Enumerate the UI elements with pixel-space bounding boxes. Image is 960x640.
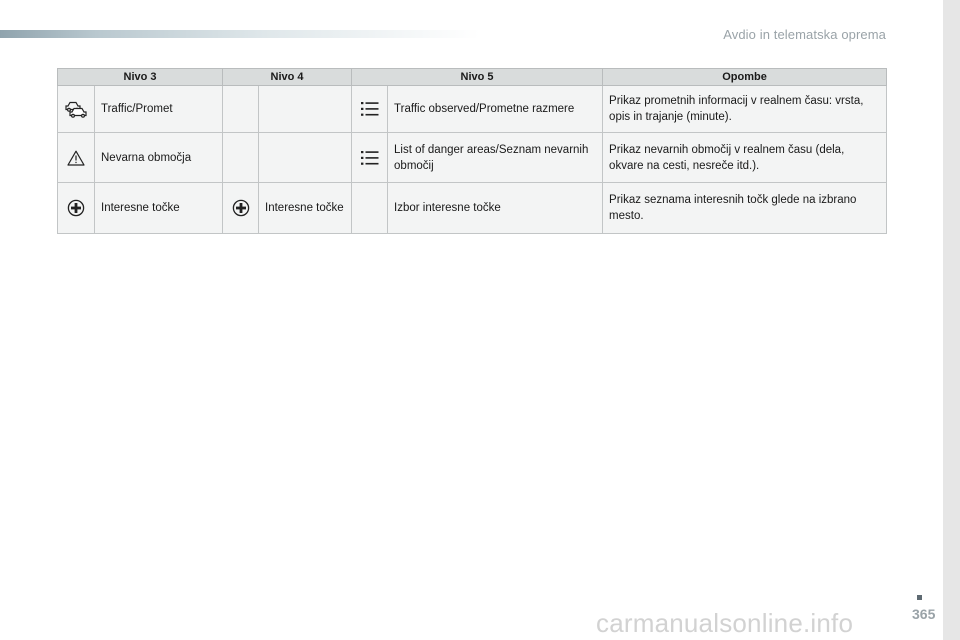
header-nivo-4: Nivo 4 [223,69,352,86]
header-opombe: Opombe [603,69,887,86]
note-cell: Prikaz seznama interesnih točk glede na izbrano mesto. [603,183,887,234]
poi-plus-icon [232,199,250,217]
nivo3-icon-cell [58,86,95,133]
page-marker [917,595,922,600]
section-title: Avdio in telematska oprema [723,27,886,42]
nivo4-label-empty [259,86,352,133]
list-icon [361,102,379,116]
nivo3-label: Interesne točke [95,183,223,234]
nivo5-label: Traffic observed/Prometne razmere [388,86,603,133]
nivo3-label: Traffic/Promet [95,86,223,133]
note-cell: Prikaz nevarnih območij v realnem času (dela, okvare na cesti, nesreče itd.). [603,133,887,183]
page-number: 365 [912,606,936,622]
header-accent-bar [0,30,480,38]
header-nivo-3: Nivo 3 [58,69,223,86]
list-icon [361,151,379,165]
table-row [58,183,887,234]
nivo4-icon-cell [223,183,259,234]
warning-triangle-icon [67,150,85,166]
nivo5-icon-cell-empty [352,183,388,234]
nivo4-icon-cell-empty [223,133,259,183]
poi-plus-icon [67,199,85,217]
menu-table [57,68,887,234]
nivo5-label: Izbor interesne točke [388,183,603,234]
table-row [58,86,887,133]
nivo5-label: List of danger areas/Seznam nevarnih območij [388,133,603,183]
nivo3-icon-cell [58,133,95,183]
car-traffic-icon [65,100,87,118]
nivo4-label-empty [259,133,352,183]
note-cell: Prikaz prometnih informacij v realnem času: vrsta, opis in trajanje (minute). [603,86,887,133]
nivo4-icon-cell-empty [223,86,259,133]
watermark: carmanualsonline.info [596,608,854,638]
header-nivo-5: Nivo 5 [352,69,603,86]
table-row [58,133,887,183]
table-header-row [58,69,887,86]
nivo4-label: Interesne točke [259,183,352,234]
nivo3-icon-cell [58,183,95,234]
nivo5-icon-cell [352,133,388,183]
nivo5-icon-cell [352,86,388,133]
nivo3-label: Nevarna območja [95,133,223,183]
page-edge-strip [943,0,960,640]
